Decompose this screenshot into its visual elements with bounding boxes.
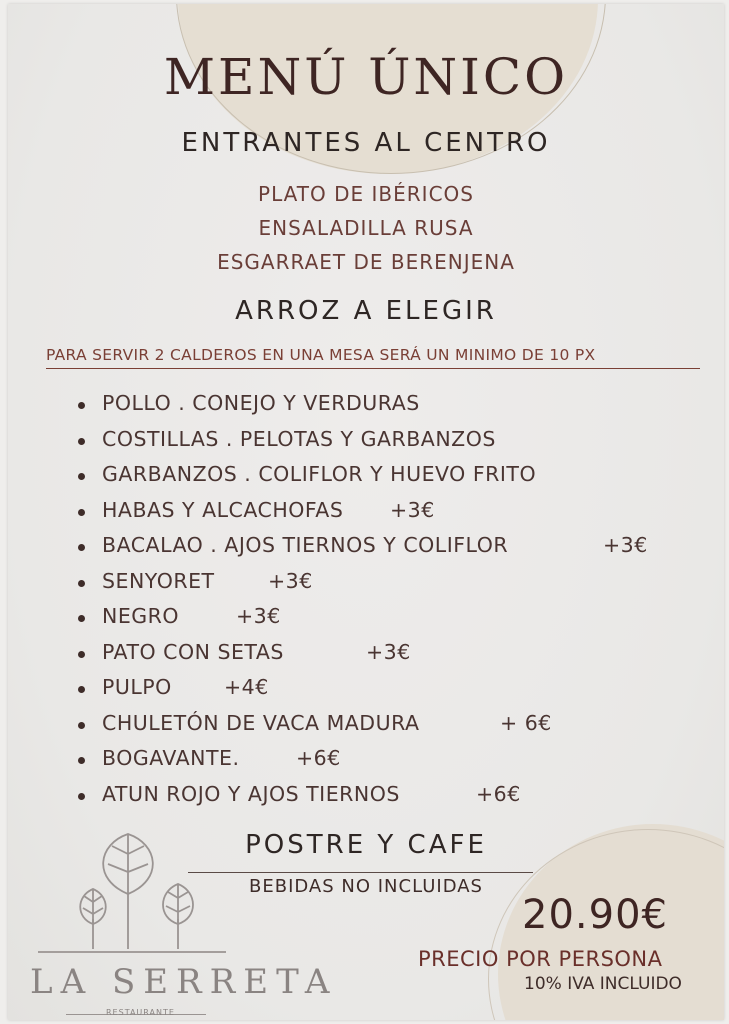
starter-item: ENSALADILLA RUSA	[258, 216, 474, 240]
dessert-divider	[188, 872, 533, 873]
rice-item-name: PULPO	[102, 675, 172, 699]
rice-item-price: +3€	[603, 533, 648, 557]
rice-item-name: BOGAVANTE.	[102, 746, 240, 770]
bullet-icon	[78, 615, 85, 622]
bullet-icon	[78, 686, 85, 693]
rice-item-name: GARBANZOS . COLIFLOR Y HUEVO FRITO	[102, 462, 537, 486]
rice-item-name: BACALAO . AJOS TIERNOS Y COLIFLOR	[102, 533, 509, 557]
bullet-icon	[78, 580, 85, 587]
menu-price: 20.90€	[522, 892, 668, 938]
menu-card	[8, 4, 724, 1020]
bullet-icon	[78, 438, 85, 445]
dessert-heading: POSTRE Y CAFE	[245, 830, 487, 860]
bullet-icon	[78, 757, 85, 764]
drinks-note: BEBIDAS NO INCLUIDAS	[249, 876, 483, 897]
rice-item-price: +3€	[236, 604, 281, 628]
rice-heading: ARROZ A ELEGIR	[235, 296, 497, 326]
brand-subtitle: RESTAURANTE	[106, 1008, 175, 1017]
rice-item-price: +4€	[224, 675, 269, 699]
bullet-icon	[78, 473, 85, 480]
rice-item-name: ATUN ROJO Y AJOS TIERNOS	[102, 781, 400, 806]
starter-item: PLATO DE IBÉRICOS	[258, 182, 474, 206]
starter-item: ESGARRAET DE BERENJENA	[217, 250, 515, 274]
rice-item-name: COSTILLAS . PELOTAS Y GARBANZOS	[102, 426, 496, 451]
rice-item-name: CHULETÓN DE VACA MADURA	[102, 710, 420, 735]
rice-item-price: + 6€	[500, 710, 552, 735]
rice-item-name: HABAS Y ALCACHOFAS	[102, 497, 344, 522]
bullet-icon	[78, 722, 85, 729]
rice-item-name: POLLO . CONEJO Y VERDURAS	[102, 391, 420, 415]
rice-item-name: PATO CON SETAS	[102, 639, 284, 664]
rice-item-price: +3€	[390, 497, 435, 522]
rice-note: PARA SERVIR 2 CALDEROS EN UNA MESA SERÁ UN MINIMO DE 10 PX	[46, 346, 596, 364]
bullet-icon	[78, 402, 85, 409]
menu-title: MENÚ ÚNICO	[163, 48, 569, 106]
rice-item-name: SENYORET	[102, 568, 215, 593]
brand-name: LA SERRETA	[30, 962, 338, 1002]
bullet-icon	[78, 651, 85, 658]
rice-item-price: +3€	[268, 568, 313, 593]
price-label: PRECIO POR PERSONA	[418, 947, 663, 971]
rice-note-underline	[46, 368, 700, 369]
rice-item-price: +6€	[476, 781, 521, 806]
bullet-icon	[78, 793, 85, 800]
rice-item-price: +3€	[366, 639, 411, 664]
tree-logo-icon	[28, 824, 228, 964]
rice-item-price: +6€	[296, 746, 341, 770]
vat-note: 10% IVA INCLUIDO	[524, 974, 682, 994]
rice-item-name: NEGRO	[102, 604, 180, 628]
bullet-icon	[78, 544, 85, 551]
bullet-icon	[78, 509, 85, 516]
starters-heading: ENTRANTES AL CENTRO	[181, 128, 551, 158]
